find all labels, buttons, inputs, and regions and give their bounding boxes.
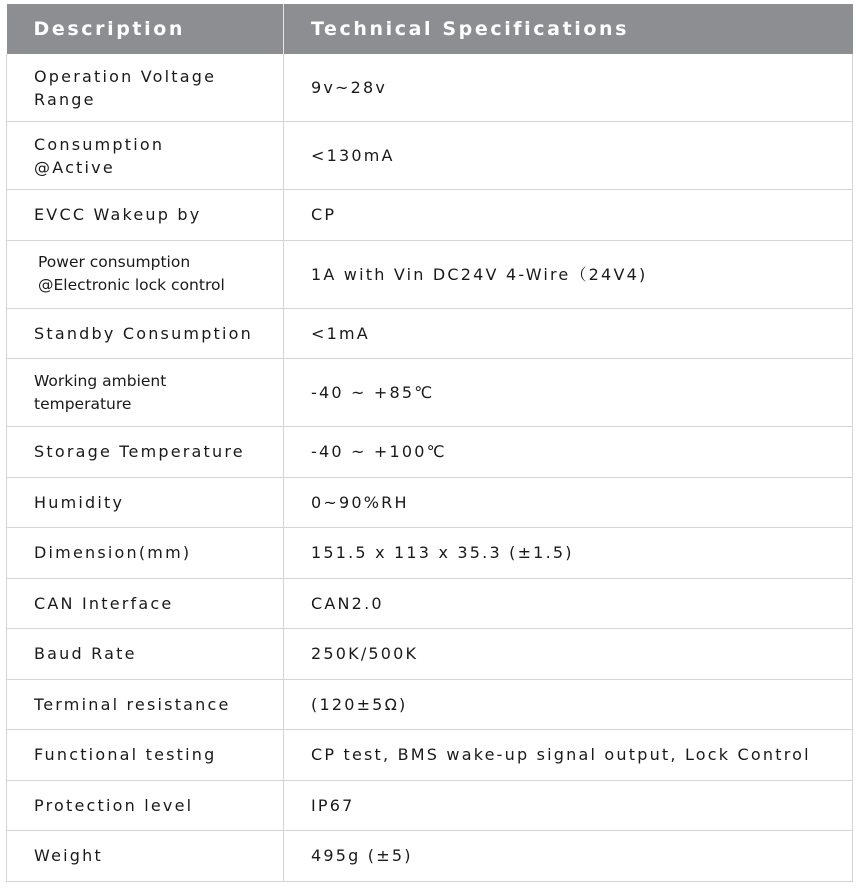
table-row: [7, 629, 853, 680]
specifications-table: [6, 4, 853, 882]
row-description: Protection level: [7, 780, 284, 831]
header-technical-specifications: Technical Specifications: [284, 4, 853, 54]
row-spec: -40 ~ +100℃: [284, 427, 853, 478]
row-description: Terminal resistance: [7, 679, 284, 730]
table-row: [7, 780, 853, 831]
row-spec: IP67: [284, 780, 853, 831]
table-row: [7, 679, 853, 730]
row-description: Storage Temperature: [7, 427, 284, 478]
row-spec: <1mA: [284, 308, 853, 359]
row-description: Standby Consumption: [7, 308, 284, 359]
header-description: Description: [7, 4, 284, 54]
row-description: Operation Voltage Range: [7, 54, 284, 122]
row-description: Consumption @Active: [7, 122, 284, 190]
row-spec: 9v~28v: [284, 54, 853, 122]
row-description: Humidity: [7, 477, 284, 528]
table-row: [7, 54, 853, 122]
row-description: Functional testing: [7, 730, 284, 781]
row-description: Baud Rate: [7, 629, 284, 680]
table-row: [7, 578, 853, 629]
table-row: [7, 730, 853, 781]
row-spec: CP test, BMS wake-up signal output, Lock Control: [284, 730, 853, 781]
table-row: [7, 359, 853, 427]
row-spec: (120±5Ω): [284, 679, 853, 730]
row-description: Dimension(mm): [7, 528, 284, 579]
table-row: [7, 122, 853, 190]
table-row: [7, 831, 853, 882]
table-row: [7, 477, 853, 528]
row-description: Weight: [7, 831, 284, 882]
row-spec: 1A with Vin DC24V 4-Wire（24V4): [284, 240, 853, 308]
row-description: Power consumption @Electronic lock control: [7, 240, 284, 308]
row-spec: 151.5 x 113 x 35.3 (±1.5): [284, 528, 853, 579]
row-spec: 0~90%RH: [284, 477, 853, 528]
row-spec: 495g (±5): [284, 831, 853, 882]
row-spec: <130mA: [284, 122, 853, 190]
table-row: [7, 308, 853, 359]
table-row: [7, 240, 853, 308]
table-header-row: [7, 4, 853, 54]
row-description: EVCC Wakeup by: [7, 190, 284, 241]
row-spec: 250K/500K: [284, 629, 853, 680]
row-description: CAN Interface: [7, 578, 284, 629]
row-description: Working ambient temperature: [7, 359, 284, 427]
table-row: [7, 190, 853, 241]
table-row: [7, 528, 853, 579]
table-row: [7, 427, 853, 478]
row-spec: CAN2.0: [284, 578, 853, 629]
row-spec: CP: [284, 190, 853, 241]
row-spec: -40 ~ +85℃: [284, 359, 853, 427]
